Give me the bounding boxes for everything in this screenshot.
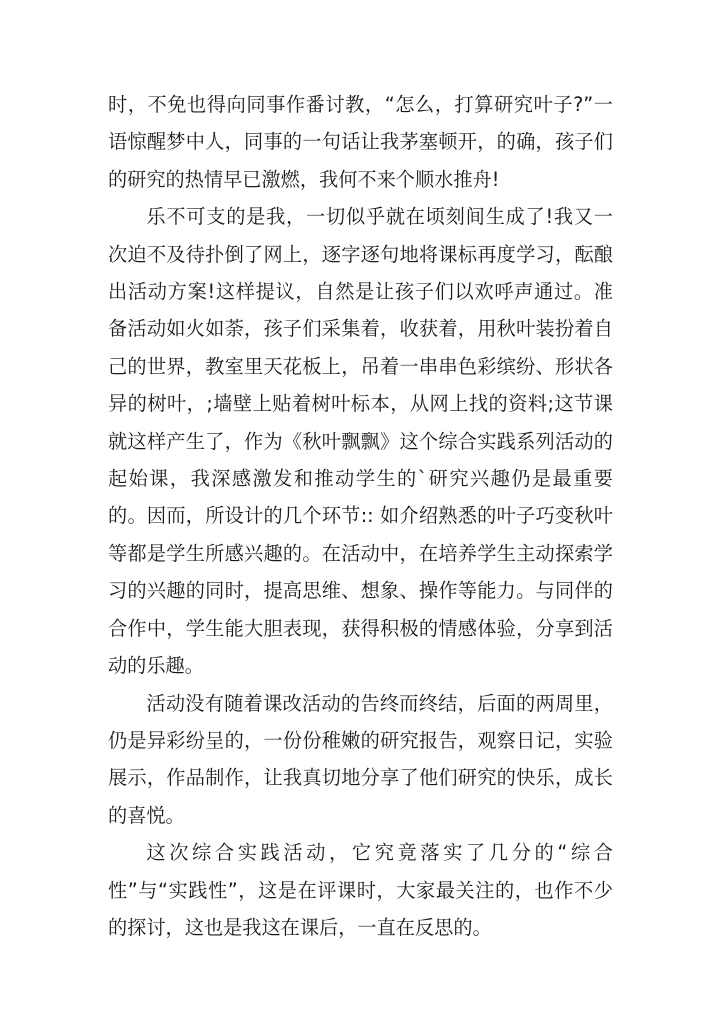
paragraph-4: 这次综合实践活动，它究竟落实了几分的“综合性”与“实践性”，这是在评课时，大家最关注的，也作不少的探讨，这也是我这在课后，一直在反思的。 bbox=[108, 841, 613, 939]
paragraph-2: 乐不可支的是我，一切似乎就在顷刻间生成了!我又一次迫不及待扑倒了网上，逐字逐句地将课标再度学习，酝酿出活动方案!这样提议，自然是让孩子们以欢呼声通过。准备活动如火如荼，孩子们采集着，收获着，用秋叶装扮着自己的世界，教室里天花板上，吊着一串串色彩缤纷、形状各异的树叶，;墙壁上贴着树叶标本，从网上找的资料;这节课就这样产生了，作为《秋叶飘飘》这个综合实践系列活动的起始课，我深感激发和推动学生的`研究兴趣仍是最重要的。因而，所设计的几个环节:: 如介绍熟悉的叶子巧变秋叶等都是学生所感兴趣的。在活动中，在培养学生主动探索学习的兴趣的同时，提高思维、想象、操作等能力。与同伴的合作中，学生能大胆表现，获得积极的情感体验，分享到活动的乐趣。 bbox=[108, 205, 613, 678]
paragraph-3: 活动没有随着课改活动的告终而终结，后面的两周里，仍是异彩纷呈的，一份份稚嫩的研究报告，观察日记，实验展示，作品制作，让我真切地分享了他们研究的快乐，成长的喜悦。 bbox=[108, 691, 613, 827]
paragraph-1: 时，不免也得向同事作番讨教，“怎么，打算研究叶子?”一语惊醒梦中人，同事的一句话让我茅塞顿开，的确，孩子们的研究的热情早已激燃，我何不来个顺水推舟! bbox=[108, 93, 613, 191]
document-body bbox=[108, 86, 613, 946]
